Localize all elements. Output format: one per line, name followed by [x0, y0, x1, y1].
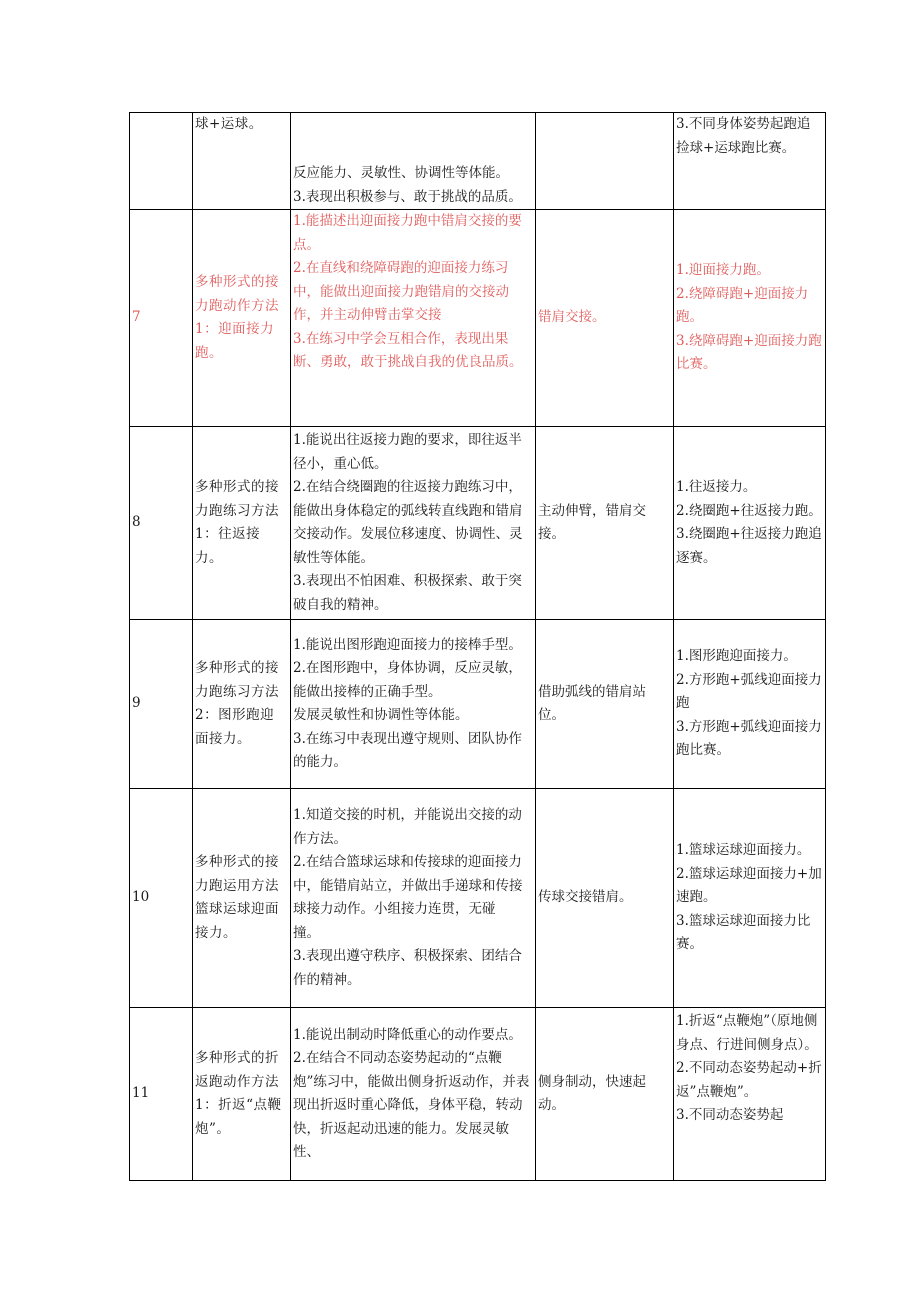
- learning-activities: 1.往返接力。 2.绕圈跑+往返接力跑。 3.绕圈跑+往返接力跑追逐赛。: [674, 427, 826, 620]
- key-point: 主动伸臂，错肩交接。: [536, 427, 674, 620]
- lesson-topic: 多种形式的接力跑练习方法1：往返接力。: [193, 427, 291, 620]
- lesson-number: [130, 113, 193, 210]
- learning-goals: 1.能说出图形跑迎面接力的接棒手型。 2.在图形跑中，身体协调，反应灵敏，能做出接棒的正确手型。 发展灵敏性和协调性等体能。 3.在练习中表现出遵守规则、团队协作的能力。: [291, 620, 536, 789]
- table-row: [130, 789, 826, 1008]
- learning-activities: 1.篮球运球迎面接力。 2.篮球运球迎面接力+加速跑。 3.篮球运球迎面接力比赛。: [674, 789, 826, 1008]
- lesson-topic: 多种形式的折返跑动作方法1：折返“点鞭炮”。: [193, 1008, 291, 1181]
- learning-goals: 1.能描述出迎面接力跑中错肩交接的要点。 2.在直线和绕障碍跑的迎面接力练习中，能做出迎面接力跑错肩的交接动作，并主动伸臂击掌交接 3.在练习中学会互相合作，表现出果断、勇敢，敢于挑战自我的优良品质。: [291, 210, 536, 427]
- table-row: [130, 620, 826, 789]
- learning-activities: 3.不同身体姿势起跑追捡球+运球跑比赛。: [674, 113, 826, 210]
- lesson-topic: 球+运球。: [193, 113, 291, 210]
- lesson-number: 8: [130, 427, 193, 620]
- learning-activities: 1.折返“点鞭炮”（原地侧身点、行进间侧身点）。 2.不同动态姿势起动+折返”点鞭炮”。 3.不同动态姿势起: [674, 1008, 826, 1181]
- key-point: 错肩交接。: [536, 210, 674, 427]
- learning-goals: 1.能说出制动时降低重心的动作要点。 2.在结合不同动态姿势起动的“点鞭炮”练习中，能做出侧身折返动作，并表现出折返时重心降低，身体平稳，转动快，折返起动迅速的能力。发展灵敏性、: [291, 1008, 536, 1181]
- table-row: [130, 113, 826, 210]
- learning-activities: 1.迎面接力跑。 2.绕障碍跑+迎面接力跑。 3.绕障碍跑+迎面接力跑比赛。: [674, 210, 826, 427]
- lesson-number: 7: [130, 210, 193, 427]
- lesson-plan-table: [129, 112, 826, 1181]
- lesson-topic: 多种形式的接力跑动作方法1：迎面接力跑。: [193, 210, 291, 427]
- lesson-topic: 多种形式的接力跑练习方法2：图形跑迎面接力。: [193, 620, 291, 789]
- table-row: [130, 210, 826, 427]
- lesson-number: 11: [130, 1008, 193, 1181]
- key-point: 传球交接错肩。: [536, 789, 674, 1008]
- key-point: 借助弧线的错肩站位。: [536, 620, 674, 789]
- table-row: [130, 1008, 826, 1181]
- key-point: [536, 113, 674, 210]
- learning-activities: 1.图形跑迎面接力。 2.方形跑+弧线迎面接力跑 3.方形跑+弧线迎面接力跑比赛。: [674, 620, 826, 789]
- lesson-number: 10: [130, 789, 193, 1008]
- learning-goals: 1.能说出往返接力跑的要求，即往返半径小，重心低。 2.在结合绕圈跑的往返接力跑练习中，能做出身体稳定的弧线转直线跑和错肩交接动作。发展位移速度、协调性、灵敏性等体能。 3.表现出不怕困难、积极探索、敢于突破自我的精神。: [291, 427, 536, 620]
- learning-goals: 1.知道交接的时机，并能说出交接的动作方法。 2.在结合篮球运球和传接球的迎面接力中，能错肩站立，并做出手递球和传接球接力动作。小组接力连贯，无碰 撞。 3.表现出遵守秩序、积极探索、团结合作的精神。: [291, 789, 536, 1008]
- lesson-number: 9: [130, 620, 193, 789]
- key-point: 侧身制动，快速起动。: [536, 1008, 674, 1181]
- table-row: [130, 427, 826, 620]
- lesson-topic: 多种形式的接力跑运用方法篮球运球迎面接力。: [193, 789, 291, 1008]
- learning-goals: 反应能力、灵敏性、协调性等体能。 3.表现出积极参与、敢于挑战的品质。: [291, 113, 536, 210]
